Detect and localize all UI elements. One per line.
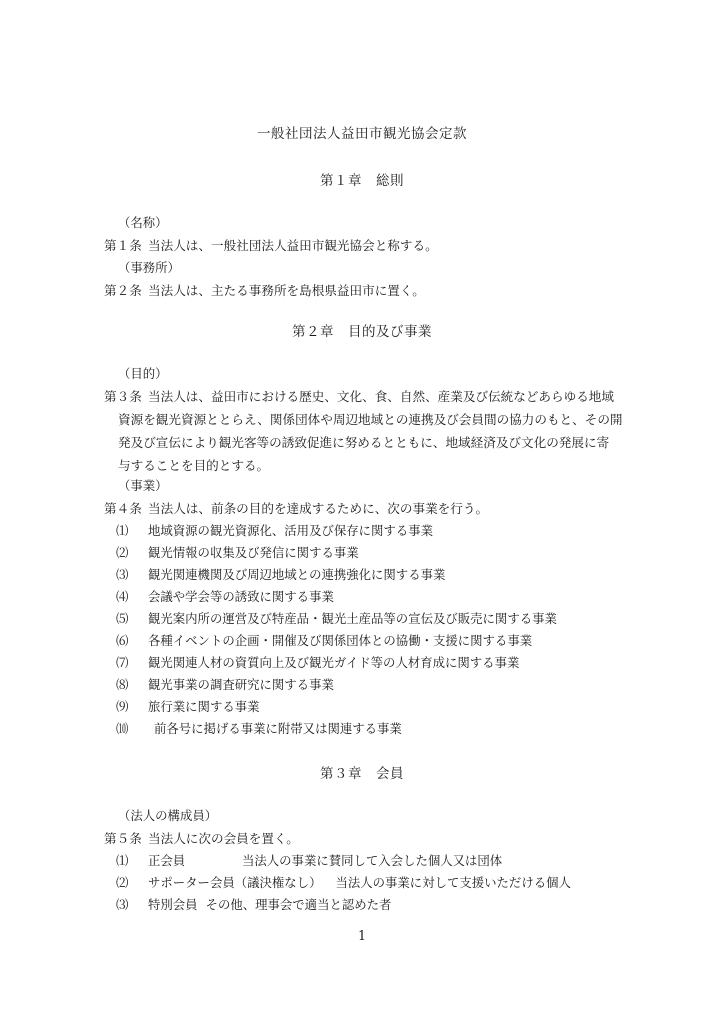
list-item	[116, 609, 557, 627]
item-number: ⑸	[116, 611, 129, 626]
member-term: 特別会員	[148, 897, 198, 912]
page-number: 1	[357, 928, 366, 943]
article-caption: （名称）	[118, 215, 168, 230]
item-number: ⑷	[116, 589, 129, 604]
chapter-title: 会員	[376, 766, 404, 782]
list-item	[116, 543, 359, 561]
item-number: ⑶	[116, 897, 129, 912]
item-text: 会議や学会等の誘致に関する事業	[148, 589, 334, 604]
item-text: 前各号に掲げる事業に附帯又は関連する事業	[154, 721, 402, 736]
article-line	[104, 498, 488, 517]
item-number: ⑼	[116, 699, 129, 714]
article-line	[104, 280, 425, 299]
list-item	[116, 565, 445, 583]
item-number: ⑶	[116, 567, 129, 582]
item-number: ⑴	[116, 853, 129, 868]
article-caption: （事務所）	[118, 260, 180, 275]
article-number: 第４条	[104, 501, 142, 516]
item-text: 観光関連人材の資質向上及び観光ガイド等の人材育成に関する事業	[148, 655, 520, 670]
member-text: その他、理事会で適当と認めた者	[205, 897, 392, 912]
list-item	[116, 697, 260, 715]
article-caption: （事業）	[118, 478, 168, 493]
list-item	[116, 587, 334, 605]
item-number: ⑻	[116, 677, 129, 692]
item-number: ⑴	[116, 523, 129, 538]
list-item	[116, 631, 532, 649]
article-caption: （目的）	[118, 366, 168, 381]
chapter-heading	[0, 169, 724, 189]
item-text: 地域資源の観光資源化、活用及び保存に関する事業	[148, 523, 433, 538]
item-text: 観光情報の収集及び発信に関する事業	[148, 545, 359, 560]
list-item	[116, 719, 402, 737]
article-text: 当法人は、主たる事務所を島根県益田市に置く。	[148, 283, 425, 298]
item-text: 観光事業の調査研究に関する事業	[148, 677, 334, 692]
article-text: 当法人は、前条の目的を達成するために、次の事業を行う。	[148, 501, 489, 516]
article-line	[104, 235, 438, 254]
member-term: サポーター会員（議決権なし）	[148, 875, 322, 890]
item-text: 各種イベントの企画・開催及び関係団体との協働・支援に関する事業	[148, 633, 533, 648]
member-item	[116, 873, 571, 891]
member-text: 当法人の事業に対して支援いただける個人	[335, 875, 571, 890]
article-number: 第５条	[104, 831, 142, 846]
article-text: 当法人は、一般社団法人益田市観光協会と称する。	[148, 238, 438, 253]
article-caption: （法人の構成員）	[118, 808, 218, 823]
document-title: 一般社団法人益田市観光協会定款	[257, 126, 467, 142]
chapter-number: 第１章	[320, 173, 362, 189]
article-text: 発及び宣伝により観光客等の誘致促進に努めるとともに、地域経済及び文化の発展に寄	[118, 435, 610, 450]
article-line	[104, 386, 614, 405]
item-text: 観光案内所の運営及び特産品・観光土産品等の宣伝及び販売に関する事業	[148, 611, 557, 626]
item-text: 旅行業に関する事業	[148, 699, 260, 714]
chapter-title: 目的及び事業	[348, 324, 432, 340]
item-number: ⑺	[116, 655, 129, 670]
article-text: 資源を観光資源ととらえ、関係団体や周辺地域との連携及び会員間の協力のもと、その開	[118, 412, 623, 427]
item-number: ⑵	[116, 545, 129, 560]
member-item	[116, 895, 391, 913]
member-item	[116, 851, 502, 869]
list-item	[116, 675, 334, 693]
chapter-title: 総則	[376, 173, 404, 189]
article-text: 与することを目的とする。	[118, 458, 270, 473]
article-text: 当法人は、益田市における歴史、文化、食、自然、産業及び伝統などあらゆる地域	[148, 389, 614, 404]
article-text: 当法人に次の会員を置く。	[148, 831, 299, 846]
article-number: 第３条	[104, 389, 142, 404]
item-text: 観光関連機関及び周辺地域との連携強化に関する事業	[148, 567, 446, 582]
item-number: ⑹	[116, 633, 129, 648]
item-number: ⑵	[116, 875, 129, 890]
chapter-number: 第２章	[292, 324, 334, 340]
article-number: 第２条	[104, 283, 142, 298]
list-item	[116, 653, 519, 671]
article-number: 第１条	[104, 238, 142, 253]
chapter-number: 第３章	[320, 766, 362, 782]
list-item	[116, 521, 433, 539]
article-line	[104, 828, 299, 847]
member-text: 当法人の事業に賛同して入会した個人又は団体	[242, 853, 503, 868]
chapter-heading	[0, 762, 724, 782]
chapter-heading	[0, 320, 724, 340]
item-number: ⑽	[116, 721, 129, 736]
member-term: 正会員	[148, 853, 186, 868]
